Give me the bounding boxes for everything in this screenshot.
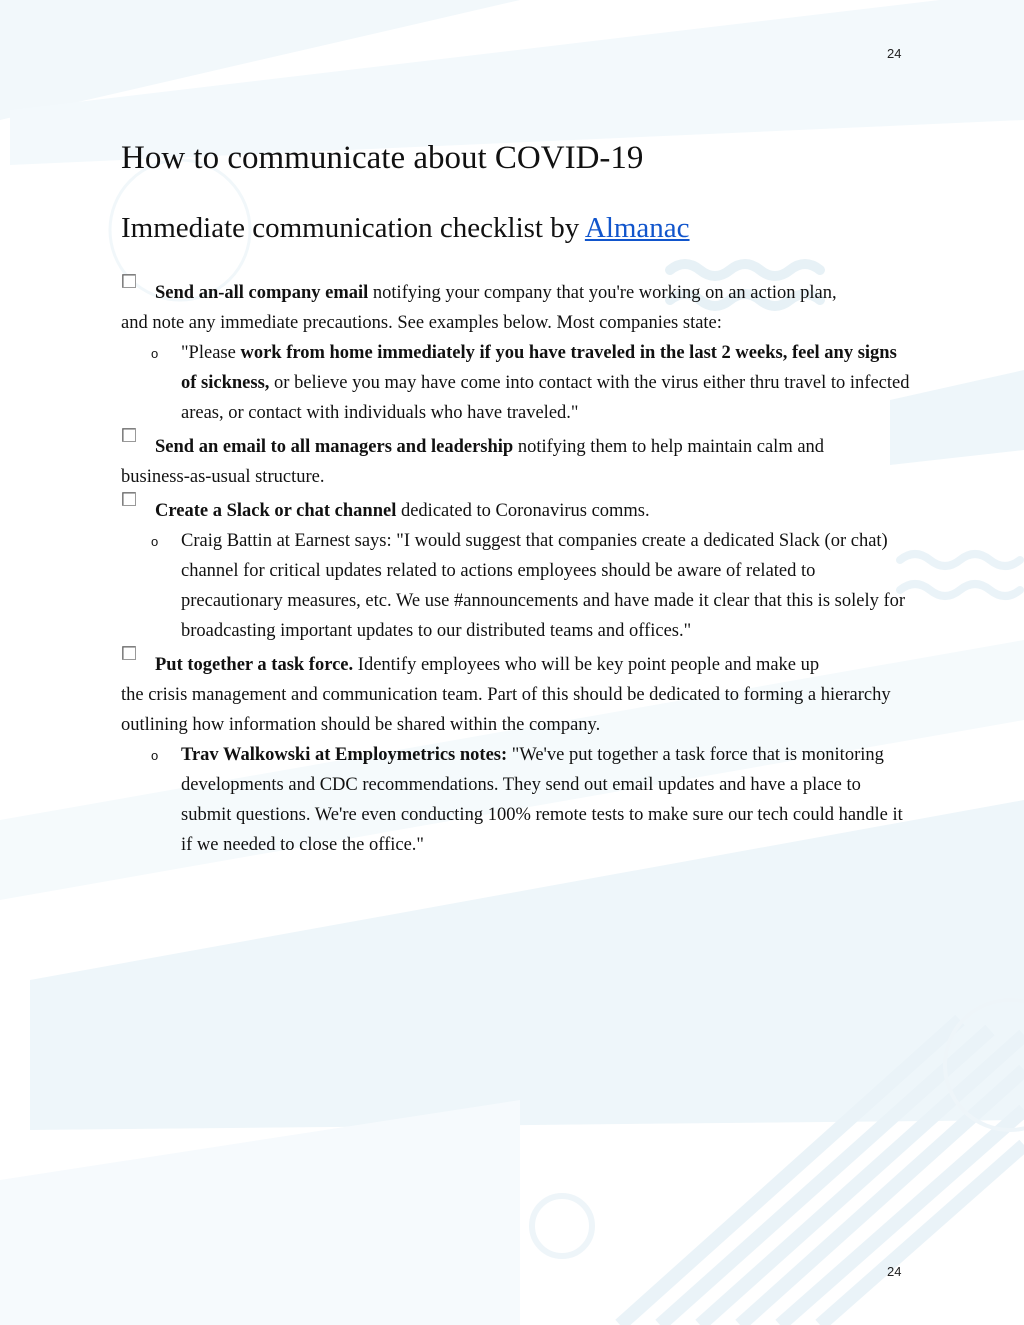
page-number-bottom: 24 [887,1264,902,1279]
checklist-item-continuation: the crisis management and communication team. Part of this should be dedicated to forming a hierarchy outlining how information should be shared within the company. [121,685,891,735]
almanac-link[interactable]: Almanac [584,212,690,244]
list-item: o "Please work from home immediately if you have traveled in the last 2 weeks, feel any signs of sickness, or believe you may have come into contact with the virus either thru travel to infected areas, or contact with individuals who have traveled." [181,338,911,428]
section-subtitle: Immediate communication checklist by Almanac [121,212,690,244]
checklist-item: Create a Slack or chat channel dedicated to Coronavirus comms. [121,496,911,526]
page-number-top: 24 [887,46,902,61]
checklist-item-continuation: and note any immediate precautions. See examples below. Most companies state: [121,313,722,333]
document-content [121,138,911,855]
page-title: How to communicate about COVID-19 [121,140,644,176]
checklist-item: Send an-all company email notifying your company that you're working on an action plan, [121,278,911,308]
checkbox-icon[interactable] [122,428,137,443]
checklist [121,278,911,860]
checkbox-icon[interactable] [122,646,137,661]
list-item: o Craig Battin at Earnest says: "I would suggest that companies create a dedicated Slack (or chat) channel for critical updates related to actions employees should be aware of related to precautionary measures, etc. We use #announcements and have made it clear that this is solely for broadcasting important updates to our distributed teams and offices." [181,526,911,646]
item-heading: Put together a task force. [155,655,354,675]
bullet-icon: o [151,748,159,763]
checklist-item: Send an email to all managers and leadership notifying them to help maintain calm and [121,432,911,462]
item-heading: Create a Slack or chat channel [155,501,397,521]
bullet-icon: o [151,534,159,549]
item-heading: Send an email to all managers and leadership [155,437,514,457]
bullet-icon: o [151,346,159,361]
checklist-item: Put together a task force. Identify employees who will be key point people and make up [121,650,911,680]
checkbox-icon[interactable] [122,492,137,507]
checkbox-icon[interactable] [122,274,137,289]
list-item: o Trav Walkowski at Employmetrics notes: "We've put together a task force that is monitoring developments and CDC recommendations. They send out email updates and have a place to submit questions. We're even conducting 100% remote tests to make sure our tech could handle it if we needed to close the office." [181,740,911,860]
checklist-item-continuation: business-as-usual structure. [121,467,325,487]
item-heading: Send an-all company email [155,283,369,303]
